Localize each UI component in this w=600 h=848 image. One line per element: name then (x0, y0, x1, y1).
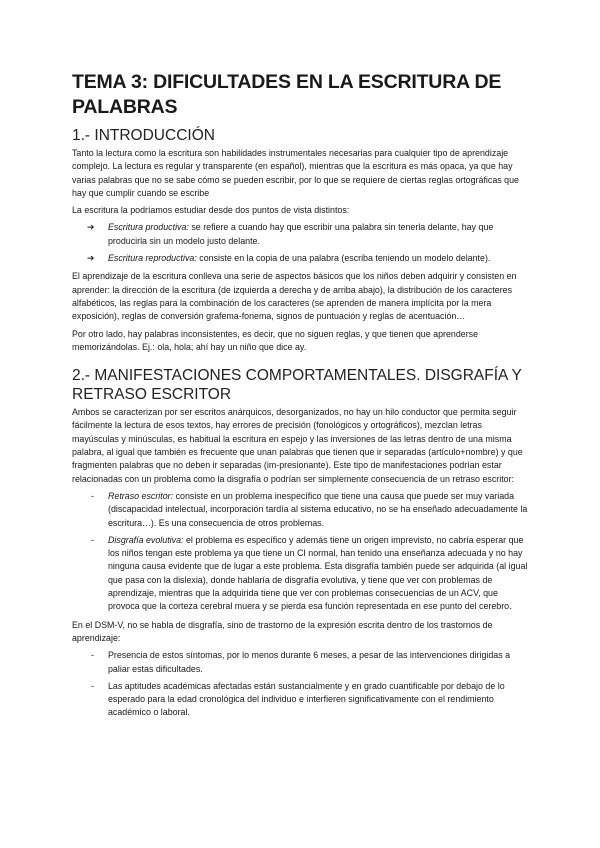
list-item-term: Escritura productiva: (108, 222, 189, 233)
section-2-heading: 2.- MANIFESTACIONES COMPORTAMENTALES. DISGRAFÍA Y RETRASO ESCRITOR (72, 367, 522, 404)
list-item-text: el problema es específico y además tiene un origen imprevisto, no cabría esperar que los niños tengan este problema ya que tiene un CI normal, han tenido una enseñanza adecuada y no hay ninguna causa evidente que de lugar a este problema. Esta disgrafía también puede ser adquirida (al igual que pasa con la dislexia), donde hablaría de disgrafía evolutiva, y tiene que ver con problemas de aprendizaje, mientras que la adquirida tiene que ver con problemas consecuencias de un ACV, que provoca que la corteza cerebral muera y se pierda esa función representada en ese punto del cerebro. (108, 534, 528, 612)
dash-bullet-icon: - (91, 534, 94, 545)
section-2-paragraph-1: Ambos se caracterizan por ser escritos anárquicos, desorganizados, no hay un hilo conductor que permita seguir fácilmente la lectura de esos textos, hay errores de precisión (fonológicos y ortográficos), mezclan letras mayúsculas y minúsculas, es habitual la escritura en espejo y las inversiones de las letras dentro de una misma palabra, al igual que también es frecuente que unan palabras que tienen que ir separadas (artículo+nombre) y que fragmenten palabras que no deben ir separadas (im-presionante). Este tipo de manifestaciones podrían estar relacionadas con un problema como la disgrafía o podrían ser simplemente consecuencia de un retraso escritor: (72, 407, 523, 484)
dash-bullet-icon: - (91, 490, 94, 501)
list-item-text: Presencia de estos síntomas, por lo menos durante 6 meses, a pesar de las intervenciones dirigidas a paliar estas dificultades. (108, 650, 511, 674)
list-item-text: se refiere a cuando hay que escribir una palabra sin tenerla delante, hay que producirla sin un modelo justo delante. (108, 222, 494, 246)
viewpoints-list (72, 221, 528, 265)
document-title: TEMA 3: DIFICULTADES EN LA ESCRITURA DE PALABRAS (72, 71, 502, 118)
section-1-paragraph-3: El aprendizaje de la escritura conlleva una serie de aspectos básicos que los niños deben adquirir y consisten en aprender: la dirección de la escritura (de izquierda a derecha y de arriba abajo), la distribución de los caracteres alfabéticos, las reglas para la combinación de los caracteres (se aprenden de manera implícita por la mera exposición), reglas de conversión grafema-fonema, signos de puntuación y reglas de acentuación… (72, 271, 517, 322)
dash-bullet-icon: - (91, 650, 94, 661)
list-item-term: Disgrafía evolutiva: (108, 534, 184, 545)
list-item-text: consiste en la copia de una palabra (escriba teniendo un modelo delante). (196, 253, 491, 264)
list-item (72, 252, 528, 265)
list-item (72, 680, 528, 720)
list-item (72, 221, 528, 248)
list-item (72, 534, 528, 614)
writing-problems-list (72, 490, 528, 614)
list-item-term: Retraso escritor: (108, 490, 174, 501)
dsm-criteria-list (72, 649, 528, 719)
section-1-paragraph-2: La escritura la podríamos estudiar desde dos puntos de vista distintos: (72, 205, 350, 216)
arrow-bullet-icon: ➔ (87, 222, 95, 233)
arrow-bullet-icon: ➔ (87, 253, 95, 264)
list-item-text: Las aptitudes académicas afectadas están sustancialmente y en grado cuantificable por debajo de lo esperado para la edad cronológica del individuo e interfieren significativamente con el rendimiento académico o laboral. (108, 680, 505, 718)
document-page (72, 70, 528, 725)
section-2-paragraph-2: En el DSM-V, no se habla de disgrafía, sino de trastorno de la expresión escrita dentro de los trastornos de aprendizaje: (72, 619, 493, 643)
section-1-paragraph-1: Tanto la lectura como la escritura son habilidades instrumentales necesarias para cualquier tipo de aprendizaje complejo. La lectura es regular y transparente (en español), mientras que la escritura es más opaca, ya que hay varias palabras que no se sabe cómo se pueden escribir, por lo que se requiere de ciertas reglas ortográficas que hay que cumplir cuando se escribe (72, 148, 519, 198)
section-1-paragraph-4: Por otro lado, hay palabras inconsistentes, es decir, que no siguen reglas, y que tienen que aprenderse memorizándolas. Ej.: ola, hola; ahí hay un niño que dice ay. (72, 328, 479, 352)
section-1-heading: 1.- INTRODUCCIÓN (72, 127, 215, 144)
list-item-text: consiste en un problema inespecífico que tiene una causa que puede ser muy variada (discapacidad intelectual, incorporación tardía al sistema educativo, no se ha enseñado adecuadamente la escritura…). Es una consecuencia de otros problemas. (108, 490, 528, 528)
list-item (72, 649, 528, 676)
list-item-term: Escritura reproductiva: (108, 253, 197, 264)
dash-bullet-icon: - (91, 680, 94, 691)
list-item (72, 490, 528, 530)
